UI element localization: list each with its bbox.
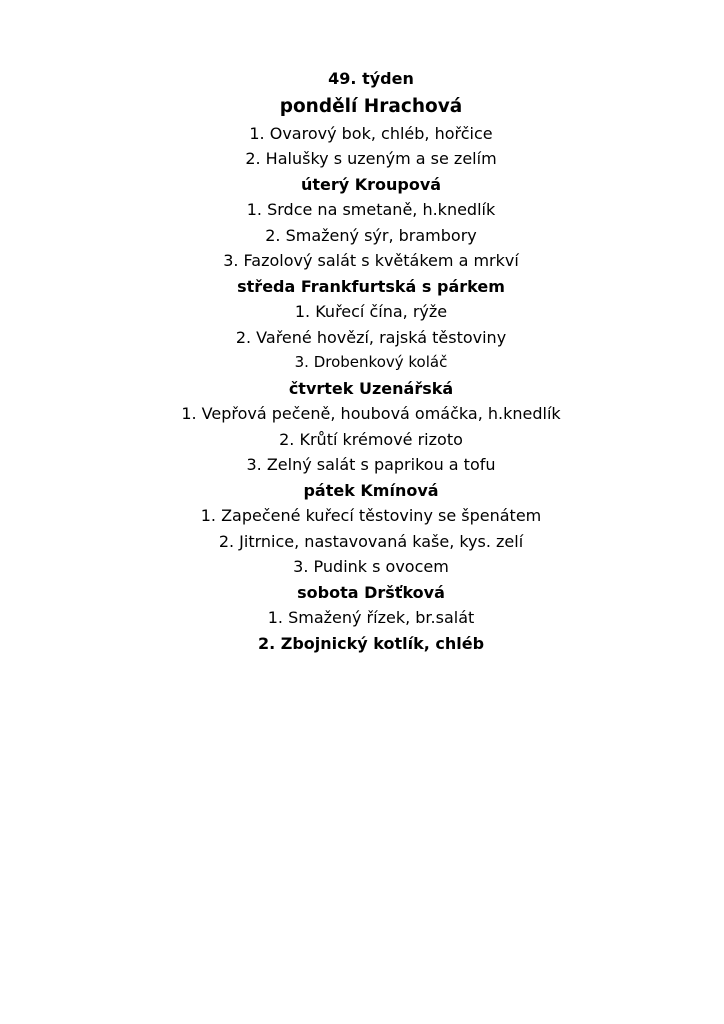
menu-item: 1. Zapečené kuřecí těstoviny se špenátem (200, 506, 542, 525)
menu-item: 1. Ovarový bok, chléb, hořčice (249, 123, 493, 143)
menu-item: 3. Drobenkový koláč (294, 353, 448, 371)
day-heading-friday: pátek Kmínová (303, 480, 439, 500)
weekly-menu (0, 66, 724, 656)
menu-item: 2. Halušky s uzeným a se zelím (245, 149, 497, 168)
day-heading-thursday: čtvrtek Uzenářská (288, 378, 454, 398)
menu-item: 3. Fazolový salát s květákem a mrkví (223, 251, 519, 270)
menu-item: 2. Zbojnický kotlík, chléb (257, 633, 485, 653)
menu-item: 3. Zelný salát s paprikou a tofu (246, 455, 496, 474)
menu-item: 1. Smažený řízek, br.salát (267, 608, 475, 627)
week-title: 49. týden (328, 69, 414, 88)
menu-item: 1. Kuřecí čína, rýže (294, 302, 448, 321)
menu-item: 2. Vařené hovězí, rajská těstoviny (235, 327, 507, 347)
menu-item: 1. Srdce na smetaně, h.knedlík (246, 200, 496, 219)
day-heading-monday: pondělí Hrachová (279, 95, 463, 117)
day-heading-tuesday: úterý Kroupová (300, 174, 442, 194)
menu-item: 2. Krůtí krémové rizoto (279, 429, 463, 449)
menu-item: 1. Vepřová pečeně, houbová omáčka, h.knedlík (181, 404, 561, 423)
day-heading-saturday: sobota Dršťková (297, 582, 445, 602)
menu-item: 3. Pudink s ovocem (293, 557, 449, 576)
day-heading-wednesday: středa Frankfurtská s párkem (237, 276, 505, 296)
menu-item: 2. Jitrnice, nastavovaná kaše, kys. zelí (218, 531, 524, 551)
menu-item: 2. Smažený sýr, brambory (265, 225, 477, 245)
